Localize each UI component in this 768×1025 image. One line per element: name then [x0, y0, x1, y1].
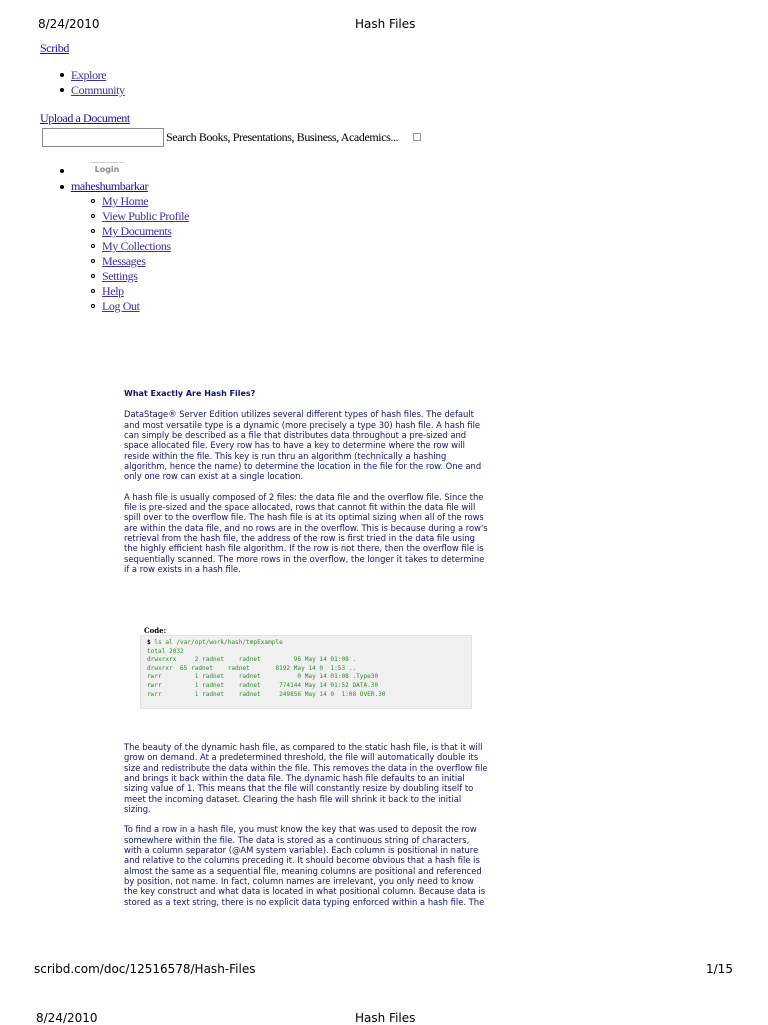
user-menu-item-my-collections: [88, 239, 189, 254]
user-menu: [88, 194, 189, 314]
settings-link[interactable]: Settings: [102, 269, 138, 283]
code-line: rwrr 1 radnet radnet 0 May 14 01:08 .Type30: [147, 673, 379, 681]
bullet-icon: [60, 185, 64, 189]
article-paragraph-1: DataStage® Server Edition utilizes several different types of hash files. The default and most versatile type is a dynamic (more precisely a type 30) hash file. A hash file can simply be described as a file that distributes data throughout a pre-sized and space allocated file. Every row has to have a key to determine where the row will reside within the file. This key is run thru an algorithm (technically a hashing algorithm, hence the name) to determine the location in the file for the row. One and only one row can exist at a single location.: [124, 409, 482, 482]
code-prompt: $: [147, 639, 151, 646]
nav-item-community: [58, 83, 125, 98]
bullet-icon: [91, 259, 95, 263]
code-line: drwxrxr 65 radnet radnet 8192 May 14 0 1:53 ..: [147, 664, 357, 672]
view-public-profile-link[interactable]: View Public Profile: [102, 209, 189, 223]
my-collections-link[interactable]: My Collections: [102, 239, 171, 253]
next-print-title: Hash Files: [355, 1011, 416, 1025]
login-button[interactable]: Login: [90, 162, 124, 174]
user-menu-item-help: [88, 284, 189, 299]
bullet-icon: [60, 88, 64, 92]
upload-document-link[interactable]: Upload a Document: [40, 111, 130, 125]
user-menu-item-public-profile: [88, 209, 189, 224]
code-block: [140, 635, 472, 709]
user-profile-link[interactable]: maheshumbarkar: [71, 179, 149, 193]
search-label: Search Books, Presentations, Business, Academics...: [166, 130, 399, 144]
scribd-logo-link[interactable]: Scribd: [40, 41, 69, 55]
article-paragraph-3: The beauty of the dynamic hash file, as compared to the static hash file, is that it will grow on demand. At a predetermined threshold, the file will automatically double its size and redistribute the data within the file. This removes the data in the overflow file and brings it back within the data file. The dynamic hash file defaults to an initial sizing value of 1. This means that the file will constantly resize by doubling itself to meet the incoming dataset. Clearing the hash file will shrink it back to the initial sizing.: [124, 742, 488, 815]
bullet-icon: [91, 229, 95, 233]
code-line: rwrr 1 radnet radnet 249856 May 14 0 1:08 OVER.30: [147, 690, 386, 698]
my-home-link[interactable]: My Home: [102, 194, 149, 208]
main-nav: [58, 68, 125, 98]
print-title: Hash Files: [355, 17, 416, 31]
article-paragraph-4: To find a row in a hash file, you must know the key that was used to deposit the row somewhere within the file. The data is stored as a continuous string of characters, with a column separator (@AM system variable). Each column is positional in nature and relative to the columns preceding it. It should become obvious that a hash file is almost the same as a sequential file, meaning columns are positional and referenced by position, not name. In fact, column names are irrelevant, you only need to know the key construct and what data is located in what positional column. Because data is stored as a text string, there is no explicit data typing enforced within a hash file. The: [124, 824, 486, 907]
user-menu-item-settings: [88, 269, 189, 284]
my-documents-link[interactable]: My Documents: [102, 224, 172, 238]
log-out-link[interactable]: Log Out: [102, 299, 140, 313]
bullet-icon: [60, 169, 64, 173]
search-input[interactable]: [42, 128, 164, 147]
bullet-icon: [60, 73, 64, 77]
code-line: total 2032: [147, 647, 184, 655]
print-date: 8/24/2010: [38, 17, 100, 31]
bullet-icon: [91, 244, 95, 248]
article-body-continued: [124, 742, 488, 907]
user-menu-item-log-out: [88, 299, 189, 314]
user-menu-item-my-home: [88, 194, 189, 209]
messages-link[interactable]: Messages: [102, 254, 146, 268]
bullet-icon: [91, 304, 95, 308]
user-menu-item-my-documents: [88, 224, 189, 239]
code-command: ls al /var/opt/work/hash/tmpExample: [150, 639, 283, 646]
bullet-icon: [91, 274, 95, 278]
article-paragraph-2: A hash file is usually composed of 2 files: the data file and the overflow file. Since the file is pre-sized and the space allocated, rows that cannot fit within the data file will spill over to the overflow file. The hash file is at its optimal sizing when all of the rows are within the data file, and no rows are in the overflow. This is because during a row's retrieval from the hash file, the address of the row is first tried in the data file using the highly efficient hash file algorithm. If the row is not there, then the overflow file is sequentially scanned. The more rows in the overflow, the longer it takes to determine if a row exists in a hash file.: [124, 491, 488, 575]
page-url: scribd.com/doc/12516578/Hash-Files: [34, 962, 256, 976]
article-heading: What Exactly Are Hash Files?: [124, 389, 256, 398]
code-line: drwxrxrx 2 radnet radnet 96 May 14 01:08 .: [147, 656, 357, 664]
nav-explore-link[interactable]: Explore: [71, 68, 107, 82]
code-line: rwrr 1 radnet radnet 774144 May 14 01:52 DATA.30: [147, 681, 379, 689]
bullet-icon: [91, 289, 95, 293]
code-label: Code:: [144, 626, 167, 635]
help-link[interactable]: Help: [102, 284, 124, 298]
search-checkbox[interactable]: [413, 133, 421, 141]
next-print-date: 8/24/2010: [36, 1011, 98, 1025]
nav-item-explore: [58, 68, 125, 83]
bullet-icon: [91, 199, 95, 203]
page-number: 1/15: [706, 962, 733, 976]
bullet-icon: [91, 214, 95, 218]
article-body: [124, 389, 488, 575]
nav-community-link[interactable]: Community: [71, 83, 125, 97]
user-menu-item-messages: [88, 254, 189, 269]
